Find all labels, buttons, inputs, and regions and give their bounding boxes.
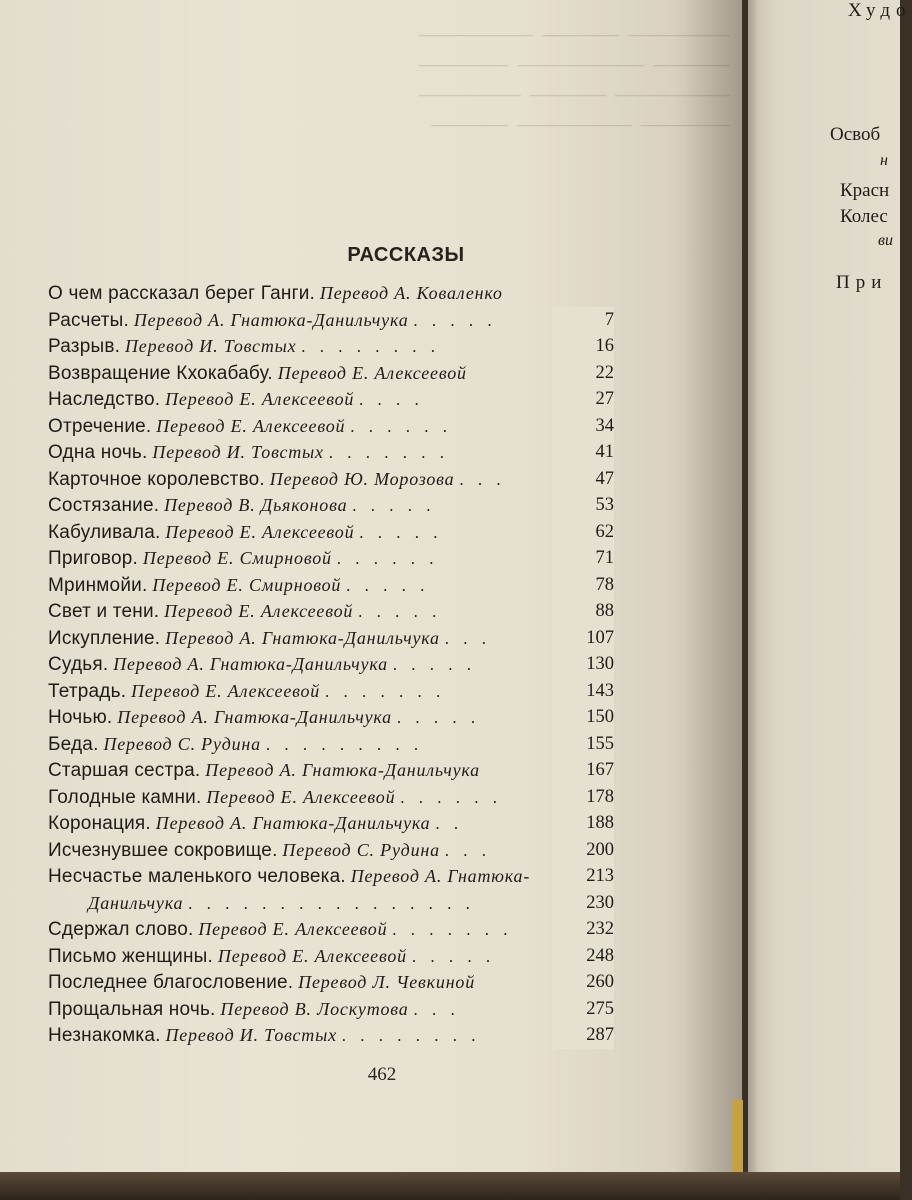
page-ref: 230	[552, 890, 614, 917]
leader-dots: . . . . .	[413, 310, 497, 330]
translator-credit: Перевод Е. Алексеевой	[165, 389, 355, 409]
translator-credit: Данильчука	[88, 892, 184, 913]
page-ref: 248	[552, 943, 614, 970]
translator-credit: Перевод И. Товстых	[152, 442, 324, 462]
story-title: Свет и тени.	[48, 601, 160, 622]
page-ref: 150	[552, 704, 614, 731]
leader-dots: . . . . . . .	[324, 681, 446, 701]
leader-dots: . . . . . .	[336, 549, 439, 568]
page-number: 462	[367, 1064, 397, 1085]
leader-dots: . . . . . . . .	[341, 1026, 481, 1045]
leader-dots: . . . .	[359, 390, 424, 409]
right-page-fragment: Колес	[840, 206, 888, 227]
toc-entry	[48, 943, 614, 970]
translator-credit: Перевод А. Гнатюка-Данильчука	[133, 309, 409, 330]
story-title: Отречение.	[48, 415, 152, 437]
toc-entry	[48, 360, 614, 387]
leader-dots: . . . . .	[359, 522, 443, 542]
page-ref: 16	[552, 333, 614, 360]
section-title: РАССКАЗЫ	[347, 244, 465, 266]
page-ref: 34	[552, 413, 614, 440]
toc-entry	[48, 996, 614, 1023]
story-title: Сдержал слово.	[48, 919, 194, 940]
story-title: Голодные камни.	[48, 786, 202, 808]
page-ref: 178	[552, 784, 614, 811]
leader-dots: . . . . . . .	[392, 920, 513, 939]
leader-dots: . . . . . . . . .	[265, 734, 424, 754]
story-title: Состязание.	[48, 495, 160, 516]
right-page	[748, 0, 912, 1200]
toc-entry	[48, 678, 614, 705]
translator-credit: Перевод С. Рудина	[103, 733, 261, 754]
gutter-shadow	[672, 0, 742, 1172]
leader-dots: . .	[435, 814, 464, 833]
toc-entry	[48, 863, 614, 890]
page-ref: 22	[552, 360, 614, 387]
page-ref: 88	[552, 598, 614, 625]
page-ref: 41	[552, 439, 614, 466]
story-title: Карточное королевство.	[48, 468, 265, 490]
leader-dots: . . . . . . .	[328, 443, 449, 462]
leader-dots: . . . . .	[396, 708, 481, 727]
story-title: Письмо женщины.	[48, 945, 214, 967]
translator-credit: Перевод Е. Алексеевой	[165, 521, 355, 542]
toc-entry	[48, 572, 614, 599]
right-page-fragment: Худо	[848, 0, 912, 21]
leader-dots: . . . . .	[411, 946, 496, 966]
toc-entry	[48, 519, 614, 546]
page-ref: 200	[552, 837, 614, 864]
book-spine-edge	[733, 1100, 743, 1180]
story-title: Исчезнувшее сокровище.	[48, 839, 278, 861]
translator-credit: Перевод Е. Алексеевой	[206, 786, 396, 807]
toc-entry	[48, 704, 614, 731]
page-ref: 275	[552, 996, 614, 1023]
translator-credit: Перевод В. Лоскутова	[220, 998, 409, 1019]
toc-entry	[48, 810, 614, 837]
story-title: Мринмойи.	[48, 574, 148, 596]
page-ref: 27	[552, 386, 614, 413]
right-page-fragment: ви	[878, 232, 893, 249]
leader-dots: . . . . . . . . . . . . . . . .	[188, 893, 475, 913]
translator-credit: Перевод И. Товстых	[124, 336, 297, 356]
translator-credit: Перевод Л. Чевкиной	[298, 972, 476, 992]
right-page-fragment: При	[836, 272, 888, 293]
story-title: Кабуливала.	[48, 521, 161, 543]
toc-entry	[48, 916, 614, 943]
toc-entry	[48, 598, 614, 625]
leader-dots: . . .	[459, 469, 506, 489]
leader-dots: . . . . . . . .	[301, 337, 441, 356]
toc-entry	[48, 757, 614, 784]
translator-credit: Перевод Е. Алексеевой	[277, 362, 467, 383]
right-page-fragment: Красн	[840, 180, 890, 201]
translator-credit: Перевод Е. Смирновой	[142, 548, 332, 568]
toc-entry	[48, 890, 614, 917]
leader-dots: . . .	[413, 999, 460, 1019]
toc-entry	[48, 413, 614, 440]
right-page-fragment: Освоб	[830, 124, 881, 145]
toc-entry	[48, 1022, 614, 1049]
toc-entry	[48, 784, 614, 811]
translator-credit: Перевод Е. Смирновой	[152, 574, 342, 595]
page-ref: 232	[552, 916, 614, 943]
story-title: Судья.	[48, 654, 109, 675]
toc-entry	[48, 386, 614, 413]
translator-credit: Перевод Е. Алексеевой	[131, 680, 321, 701]
leader-dots: . . . . .	[358, 602, 442, 621]
page-ref: 107	[552, 625, 614, 652]
story-title: Ночью.	[48, 707, 113, 728]
translator-credit: Перевод Е. Алексеевой	[198, 919, 388, 939]
leader-dots: . . .	[444, 628, 491, 648]
page-ref: 213	[552, 863, 614, 890]
page-ref: 53	[552, 492, 614, 519]
table-surface	[0, 1172, 900, 1200]
story-title: Несчастье маленького человека.	[48, 866, 346, 887]
toc-entry	[48, 466, 614, 493]
story-title: Возвращение Кхокабабу.	[48, 362, 273, 384]
page-ref: 155	[552, 731, 614, 758]
page-ref: 47	[552, 466, 614, 493]
page-ref: 130	[552, 651, 614, 678]
story-title: Приговор.	[48, 548, 139, 569]
page-ref: 78	[552, 572, 614, 599]
translator-credit: Перевод Е. Алексеевой	[156, 415, 346, 436]
translator-credit: Перевод А. Гнатюка-Данильчука	[113, 654, 388, 674]
story-title: Одна ночь.	[48, 442, 148, 463]
translator-credit: Перевод А. Гнатюка-Данильчука	[205, 760, 480, 780]
translator-credit: Перевод Е. Алексеевой	[164, 601, 354, 621]
story-title: Коронация.	[48, 813, 151, 834]
page-ref: 167	[552, 757, 614, 784]
right-page-fragment: н	[880, 152, 888, 169]
leader-dots: . . . . .	[346, 575, 430, 595]
leader-dots: . . . . .	[352, 496, 436, 515]
leader-dots: . . .	[444, 840, 492, 860]
toc-entry	[48, 492, 614, 519]
story-title: О чем рассказал берег Ганги.	[48, 283, 316, 304]
toc-entry	[48, 969, 614, 996]
toc-entry	[48, 651, 614, 678]
table-of-contents	[48, 280, 614, 1049]
page-ref: 7	[552, 307, 614, 334]
story-title: Прощальная ночь.	[48, 998, 216, 1020]
story-title: Тетрадь.	[48, 680, 127, 702]
toc-entry	[48, 333, 614, 360]
show-through-text: ────── ───────── ────────── ─────── ────── ──────── ───────── ──────	[418, 25, 645, 135]
translator-credit: Перевод Е. Алексеевой	[217, 945, 407, 966]
toc-entry	[48, 307, 614, 334]
leader-dots: . . . . . .	[350, 416, 452, 436]
toc-entry	[48, 731, 614, 758]
story-title: Расчеты.	[48, 309, 129, 331]
page-ref: 188	[552, 810, 614, 837]
translator-credit: Перевод А. Коваленко	[319, 283, 503, 303]
translator-credit: Перевод С. Рудина	[282, 839, 440, 860]
toc-entry	[48, 280, 614, 307]
translator-credit: Перевод В. Дьяконова	[164, 495, 348, 515]
page-ref: 71	[552, 545, 614, 572]
story-title: Разрыв.	[48, 336, 121, 357]
translator-credit: Перевод А. Гнатюка-Данильчука	[155, 813, 431, 833]
toc-entry	[48, 625, 614, 652]
page-ref: 143	[552, 678, 614, 705]
leader-dots: . . . . .	[392, 655, 477, 674]
page-ref: 260	[552, 969, 614, 996]
story-title: Наследство.	[48, 389, 161, 410]
story-title: Незнакомка.	[48, 1025, 161, 1046]
toc-entry	[48, 837, 614, 864]
story-title: Последнее благословение.	[48, 972, 294, 993]
translator-credit: Перевод А. Гнатюка-	[350, 866, 531, 886]
translator-credit: Перевод А. Гнатюка-Данильчука	[165, 627, 440, 648]
translator-credit: Перевод И. Товстых	[165, 1025, 337, 1045]
leader-dots: . . . . . .	[400, 787, 502, 807]
story-title: Старшая сестра.	[48, 760, 201, 781]
story-title: Искупление.	[48, 627, 161, 649]
translator-credit: Перевод Ю. Морозова	[269, 468, 455, 489]
page-ref: 287	[552, 1022, 614, 1049]
toc-entry	[48, 545, 614, 572]
toc-entry	[48, 439, 614, 466]
page-ref: 62	[552, 519, 614, 546]
story-title: Беда.	[48, 733, 99, 755]
translator-credit: Перевод А. Гнатюка-Данильчука	[117, 707, 392, 727]
